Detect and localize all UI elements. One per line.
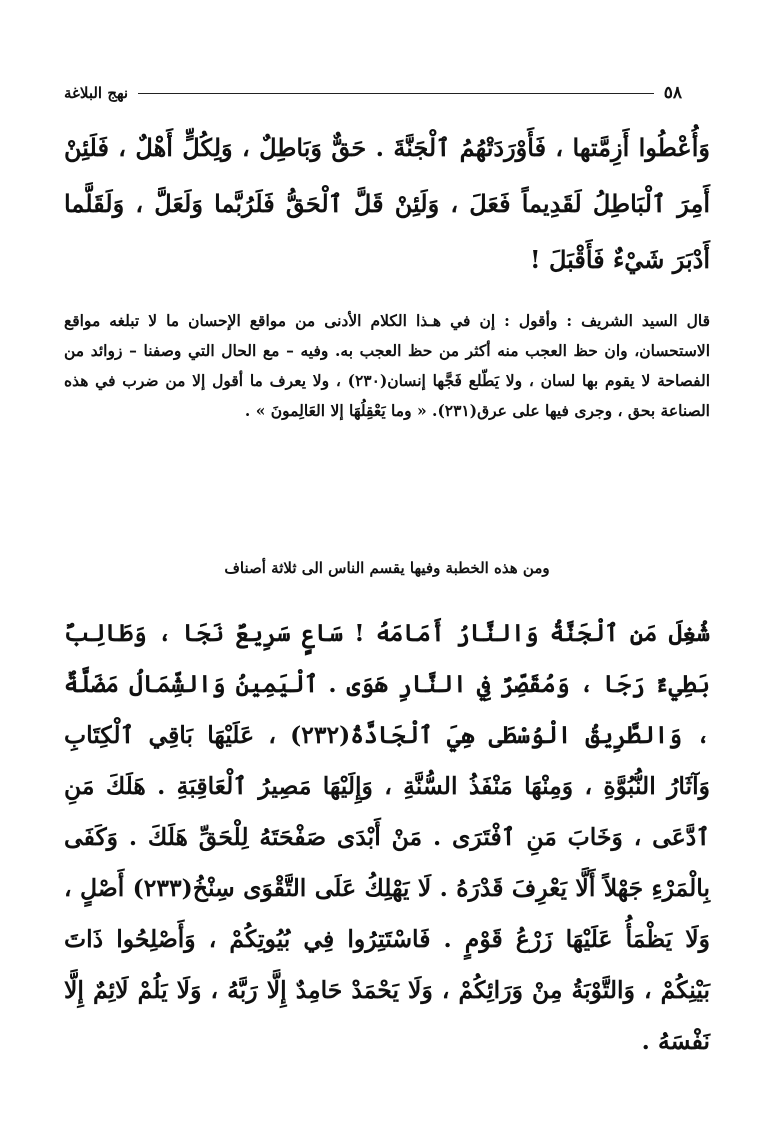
header-rule (138, 93, 654, 94)
running-header (64, 80, 682, 106)
commentary-paragraph: قال السيد الشريف : وأقول : إن في هـذا الكلام الأدنى من مواقع الإحسان ما لا تبلغه مواقع الاستحسان، وان حظ العجب منه أكثر من حظ العجب به. وفيه – مع الحال التي وصفنا – زوائد من الفصاحة لا يقوم بها لسان ، ولا يَطّلع فَجَّها إنسان(٢٣٠) ، ولا يعرف ما أقول إلا من ضرب في هذه الصناعة بحق ، وجرى فيها على عرق(٢٣١). « وما يَعْقِلُهَا إلا العَالِمونَ » . (64, 311, 710, 420)
sermon-verse-block: وَأُعْطُوا أَزِمَّتها ، فَأَوْرَدَتْهُمُ ٱلْجَنَّةَ . حَقٌّ وَبَاطِلٌ ، وَلِكُلٍّ أَهْلٌ ، فَلَئِنْ أَمِرَ ٱلْبَاطِلُ لَقَدِيماً فَعَلَ ، وَلَئِنْ قَلَّ ٱلْحَقُّ فَلَرُبَّما وَلَعَلَّ ، وَلَقَلَّما أَدْبَرَ شَيْءٌ فَأَقْبَلَ ! (64, 133, 710, 274)
section-heading: ومن هذه الخطبة وفيها يقسم الناس الى ثلاثة أصناف (224, 559, 550, 577)
book-title: نهج البلاغة (64, 84, 129, 102)
page-number: ٥٨ (663, 83, 682, 103)
sermon-text-block: شُغِلَ مَنِ ٱلْجَنَّةُ وَالنَّارُ أَمَامَهُ ! سَاعٍ سَرِيعٌ نَجَا ، وَطَالِبٌ بَطِيءٌ رَجَا ، وَمُقَصِّرٌ فِي النَّارِ هَوَى . ٱلْيَمِينُ وَالشِّمَالُ مَضَلَّةٌ ، وَالطَّرِيقُ الْوُسْطَى هِيَ ٱلْجَادَّةُ(٢٣٢) ، عَلَيْهَا بَاقِي ٱلْكِتَابِ وَآثَارُ النُّبُوَّةِ ، وَمِنْهَا مَنْفَذُ السُّنَّةِ ، وَإِلَيْهَا مَصِيرُ ٱلْعَاقِبَةِ . هَلَكَ مَنِ ٱدَّعَى ، وَخَابَ مَنِ ٱفْتَرَى . مَنْ أَبْدَى صَفْحَتَهُ لِلْحَقِّ هَلَكَ . وَكَفَى بِالْمَرْءِ جَهْلاً أَلَّا يَعْرِفَ قَدْرَهُ . لَا يَهْلِكُ عَلَى التَّقْوَى سِنْخُ(٢٣٣) أَصْلٍ ، وَلَا يَظْمَأُ عَلَيْهَا زَرْعُ قَوْمٍ . فَاسْتَتِرُوا فِي بُيُوتِكُمْ ، وَأَصْلِحُوا ذَاتَ بَيْنِكُمْ ، وَالتَّوْبَةُ مِنْ وَرَائِكُمْ ، وَلَا يَحْمَدْ حَامِدٌ إِلَّا رَبَّهُ ، وَلَا يَلُمْ لَائِمٌ إِلَّا نَفْسَهُ . (64, 619, 710, 1055)
